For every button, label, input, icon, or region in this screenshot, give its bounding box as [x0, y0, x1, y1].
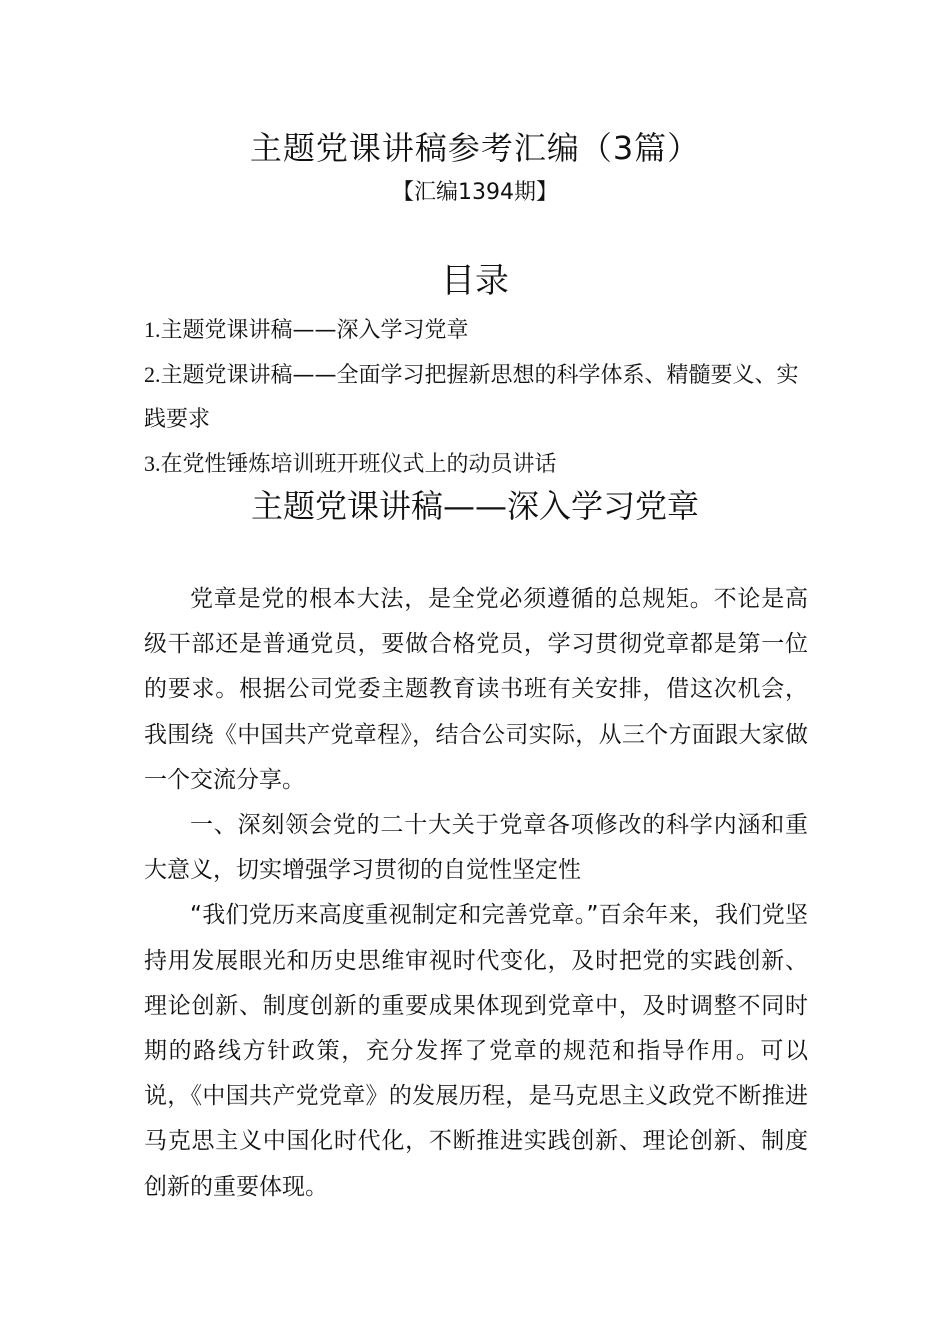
paragraph: “我们党历来高度重视制定和完善党章。”百余年来，我们党坚持用发展眼光和历史思维审视时代变化，及时把党的实践创新、理论创新、制度创新的重要成果体现到党章中，及时调整不同时期的路线方针政策，充分发挥了党章的规范和指导作用。可以说，《中国共产党党章》的发展历程，是马克思主义政党不断推进马克思主义中国化时代化，不断推进实践创新、理论创新、制度创新的重要体现。	[144, 902, 808, 1200]
body-text	[144, 577, 808, 1210]
toc-item-text: 在党性锤炼培训班开班仪式上的动员讲话	[160, 452, 557, 477]
toc-item	[144, 442, 814, 487]
section-title: 主题党课讲稿——深入学习党章	[250, 487, 699, 525]
paragraph: 一、深刻领会党的二十大关于党章各项修改的科学内涵和重大意义，切实增强学习贯彻的自觉性坚定性	[144, 812, 808, 884]
toc-item	[144, 308, 814, 353]
document-title: 主题党课讲稿参考汇编（3篇）	[249, 129, 701, 167]
toc-item-number: 2.	[144, 362, 161, 387]
toc-item-text: 主题党课讲稿——全面学习把握新思想的科学体系、精髓要义、实践要求	[144, 363, 799, 432]
document-subtitle: 【汇编1394期】	[392, 180, 558, 205]
toc-heading: 目录	[441, 261, 509, 301]
toc-item	[144, 353, 814, 442]
toc-item-number: 3.	[144, 451, 161, 476]
toc-item-text: 主题党课讲稿——深入学习党章	[160, 318, 469, 343]
toc-item-number: 1.	[144, 317, 161, 342]
paragraph: 党章是党的根本大法，是全党必须遵循的总规矩。不论是高级干部还是普通党员，要做合格党员，学习贯彻党章都是第一位的要求。根据公司党委主题教育读书班有关安排，借这次机会，我围绕《中国共产党章程》，结合公司实际，从三个方面跟大家做一个交流分享。	[144, 586, 808, 793]
table-of-contents	[144, 308, 814, 487]
